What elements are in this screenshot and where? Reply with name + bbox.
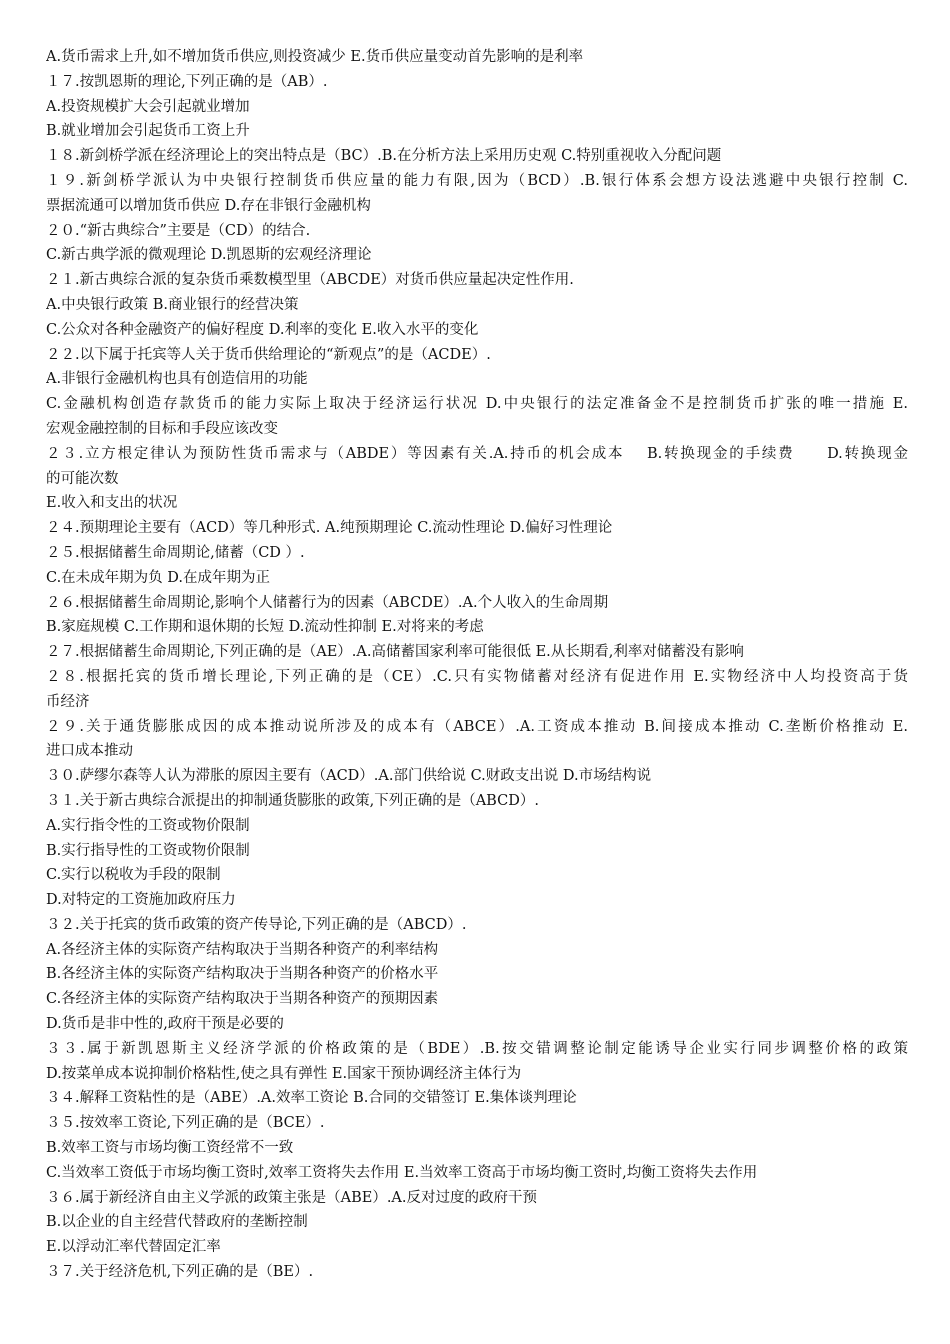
text-line: C.各经济主体的实际资产结构取决于当期各种资产的预期因素 — [46, 991, 439, 1008]
text-line: C.在未成年期为负 D.在成年期为正 — [46, 569, 271, 586]
text-line: C.实行以税收为手段的限制 — [46, 867, 221, 884]
text-line: 币经济 — [46, 693, 90, 710]
text-line: A.各经济主体的实际资产结构取决于当期各种资产的利率结构 — [46, 941, 439, 958]
text-line: 票据流通可以增加货币供应 D.存在非银行金融机构 — [46, 197, 371, 214]
text-line: ３５.按效率工资论,下列正确的是（BCE）. — [46, 1115, 325, 1132]
text-line: 进口成本推动 — [46, 743, 133, 760]
text-line: ３４.解释工资粘性的是（ABE）.A.效率工资论 B.合同的交错签订 E.集体谈判理论 — [46, 1090, 577, 1107]
text-line: 宏观金融控制的目标和手段应该改变 — [46, 420, 278, 437]
document-body — [46, 45, 908, 1285]
text-line: B.以企业的自主经营代替政府的垄断控制 — [46, 1214, 308, 1231]
text-line: D.按菜单成本说抑制价格粘性,使之具有弹性 E.国家干预协调经济主体行为 — [46, 1065, 522, 1082]
text-line: C.金融机构创造存款货币的能力实际上取决于经济运行状况 D.中央银行的法定准备金不是控制货币扩张的唯一措施 E. — [46, 396, 908, 413]
text-line: B.效率工资与市场均衡工资经常不一致 — [46, 1140, 294, 1157]
text-line: D.货币是非中性的,政府干预是必要的 — [46, 1016, 284, 1033]
text-line: B.家庭规模 C.工作期和退休期的长短 D.流动性抑制 E.对将来的考虑 — [46, 619, 484, 636]
text-line: ２８.根据托宾的货币增长理论,下列正确的是（CE）.C.只有实物储蓄对经济有促进作用 E.实物经济中人均投资高于货 — [46, 668, 908, 685]
text-line: ３７.关于经济危机,下列正确的是（BE）. — [46, 1264, 314, 1281]
text-line: ３６.属于新经济自由主义学派的政策主张是（ABE）.A.反对过度的政府干预 — [46, 1189, 538, 1206]
text-line: 的可能次数 — [46, 470, 119, 487]
text-line: B.实行指导性的工资或物价限制 — [46, 842, 250, 859]
text-line: C.新古典学派的微观理论 D.凯恩斯的宏观经济理论 — [46, 247, 372, 264]
text-line: ２５.根据储蓄生命周期论,储蓄（CD ）. — [46, 544, 305, 561]
text-line: ２０.“新古典综合”主要是（CD）的结合. — [46, 222, 311, 239]
text-line: ３１.关于新古典综合派提出的抑制通货膨胀的政策,下列正确的是（ABCD）. — [46, 792, 539, 809]
text-line: E.收入和支出的状况 — [46, 495, 178, 512]
text-line: ２２.以下属于托宾等人关于货币供给理论的“新观点”的是（ACDE）. — [46, 346, 491, 363]
text-line: D.对特定的工资施加政府压力 — [46, 892, 236, 909]
text-line: A.非银行金融机构也具有创造信用的功能 — [46, 371, 308, 388]
text-line: ２７.根据储蓄生命周期论,下列正确的是（AE）.A.高储蓄国家利率可能很低 E.从长期看,利率对储蓄没有影响 — [46, 644, 744, 661]
text-line: C.当效率工资低于市场均衡工资时,效率工资将失去作用 E.当效率工资高于市场均衡工资时,均衡工资将失去作用 — [46, 1164, 758, 1181]
text-line: ２６.根据储蓄生命周期论,影响个人储蓄行为的因素（ABCDE）.A.个人收入的生命周期 — [46, 594, 609, 611]
text-line: １９.新剑桥学派认为中央银行控制货币供应量的能力有限,因为（BCD）.B.银行体系会想方设法逃避中央银行控制 C. — [46, 172, 908, 189]
text-line: ３３.属于新凯恩斯主义经济学派的价格政策的是（BDE）.B.按交错调整论制定能诱导企业实行同步调整价格的政策 — [46, 1040, 908, 1057]
text-line: E.以浮动汇率代替固定汇率 — [46, 1239, 221, 1256]
text-line: ３２.关于托宾的货币政策的资产传导论,下列正确的是（ABCD）. — [46, 916, 467, 933]
text-line: A.投资规模扩大会引起就业增加 — [46, 98, 250, 115]
text-line: １８.新剑桥学派在经济理论上的突出特点是（BC）.B.在分析方法上采用历史观 C.特别重视收入分配问题 — [46, 148, 722, 165]
text-line: B.就业增加会引起货币工资上升 — [46, 123, 250, 140]
text-line: C.公众对各种金融资产的偏好程度 D.利率的变化 E.收入水平的变化 — [46, 321, 479, 338]
text-line: A.实行指令性的工资或物价限制 — [46, 817, 250, 834]
text-line: ２３.立方根定律认为预防性货币需求与（ABDE）等因素有关.A.持币的机会成本 B.转换现金的手续费 D.转换现金 — [46, 445, 908, 462]
text-line: ３０.萨缪尔森等人认为滞胀的原因主要有（ACD）.A.部门供给说 C.财政支出说 D.市场结构说 — [46, 768, 652, 785]
text-line: A.中央银行政策 B.商业银行的经营决策 — [46, 296, 299, 313]
text-line: ２１.新古典综合派的复杂货币乘数模型里（ABCDE）对货币供应量起决定性作用. — [46, 272, 574, 289]
text-line: ２９.关于通货膨胀成因的成本推动说所涉及的成本有（ABCE）.A.工资成本推动 B.间接成本推动 C.垄断价格推动 E. — [46, 718, 908, 735]
text-line: B.各经济主体的实际资产结构取决于当期各种资产的价格水平 — [46, 966, 439, 983]
text-line: A.货币需求上升,如不增加货币供应,则投资减少 E.货币供应量变动首先影响的是利率 — [46, 49, 584, 65]
text-line: １７.按凯恩斯的理论,下列正确的是（AB）. — [46, 73, 328, 90]
text-line: ２４.预期理论主要有（ACD）等几种形式. A.纯预期理论 C.流动性理论 D.偏好习性理论 — [46, 520, 613, 537]
